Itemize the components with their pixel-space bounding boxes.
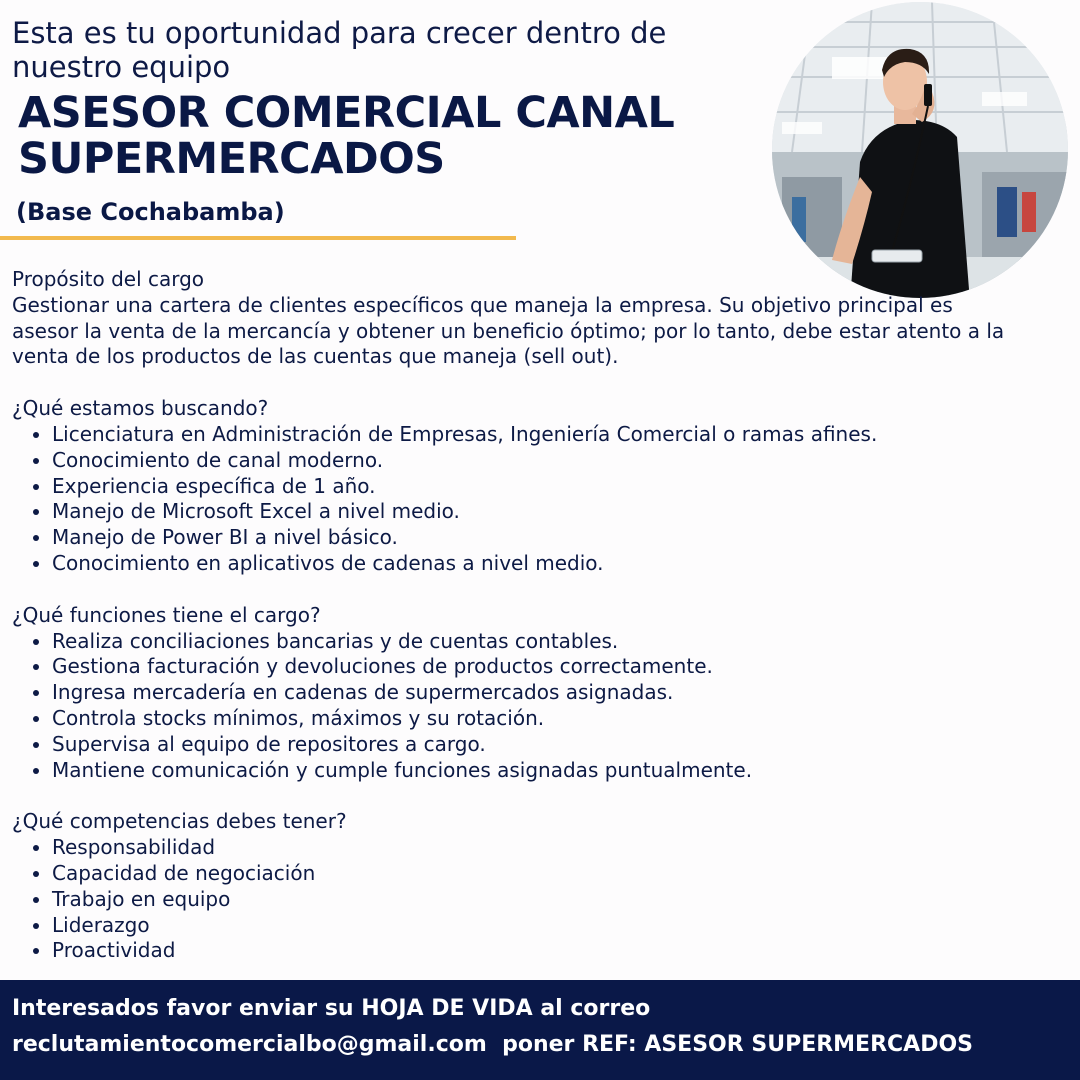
contact-email[interactable]: reclutamientocomercialbo@gmail.com: [12, 1032, 487, 1057]
list-item: • Conocimiento de canal moderno.: [52, 448, 1012, 474]
footer-instructions: Interesados favor enviar su HOJA DE VIDA al correo: [12, 996, 651, 1021]
list-item: • Realiza conciliaciones bancarias y de cuentas contables.: [52, 629, 1012, 655]
man-on-phone-photo: [772, 2, 1068, 298]
list-item: • Proactividad: [52, 938, 1012, 964]
list-item: • Manejo de Microsoft Excel a nivel medio.: [52, 499, 1012, 525]
functions-heading: ¿Qué funciones tiene el cargo?: [12, 602, 321, 627]
list-item: • Ingresa mercadería en cadenas de supermercados asignadas.: [52, 680, 1012, 706]
contact-footer: [0, 980, 1080, 1080]
list-item: • Controla stocks mínimos, máximos y su rotación.: [52, 706, 1012, 732]
title-underline: [0, 236, 516, 240]
list-item: • Supervisa al equipo de repositores a cargo.: [52, 732, 1012, 758]
list-item: • Conocimiento en aplicativos de cadenas a nivel medio.: [52, 551, 1012, 577]
purpose-text: Gestionar una cartera de clientes específicos que maneja la empresa. Su objetivo principal es asesor la venta de la mercancía y obtener un beneficio óptimo; por lo tanto, debe estar atento a la venta de los productos de las cuentas que maneja (sell out).: [12, 292, 1005, 369]
reference-text: poner REF: ASESOR SUPERMERCADOS: [502, 1032, 974, 1057]
job-description: [12, 267, 1012, 964]
list-item: • Liderazgo: [52, 913, 1012, 939]
footer-contact-line: [12, 1027, 1068, 1063]
functions-list: [12, 629, 1012, 784]
list-item: • Responsabilidad: [52, 835, 1012, 861]
list-item: • Licenciatura en Administración de Empresas, Ingeniería Comercial o ramas afines.: [52, 422, 1012, 448]
list-item: • Gestiona facturación y devoluciones de productos correctamente.: [52, 654, 1012, 680]
purpose-heading: Propósito del cargo: [12, 267, 205, 291]
intro-text: Esta es tu oportunidad para crecer dentro de nuestro equipo: [12, 16, 667, 84]
list-item: • Trabajo en equipo: [52, 887, 1012, 913]
list-item: • Capacidad de negociación: [52, 861, 1012, 887]
list-item: • Manejo de Power BI a nivel básico.: [52, 525, 1012, 551]
job-location: (Base Cochabamba): [16, 198, 285, 226]
requirements-heading: ¿Qué estamos buscando?: [12, 396, 269, 421]
competencies-list: [12, 835, 1012, 964]
job-title: ASESOR COMERCIAL CANAL SUPERMERCADOS: [18, 88, 675, 184]
requirements-list: [12, 422, 1012, 577]
list-item: • Mantiene comunicación y cumple funciones asignadas puntualmente.: [52, 758, 1012, 784]
competencies-heading: ¿Qué competencias debes tener?: [12, 809, 347, 834]
list-item: • Experiencia específica de 1 año.: [52, 474, 1012, 500]
